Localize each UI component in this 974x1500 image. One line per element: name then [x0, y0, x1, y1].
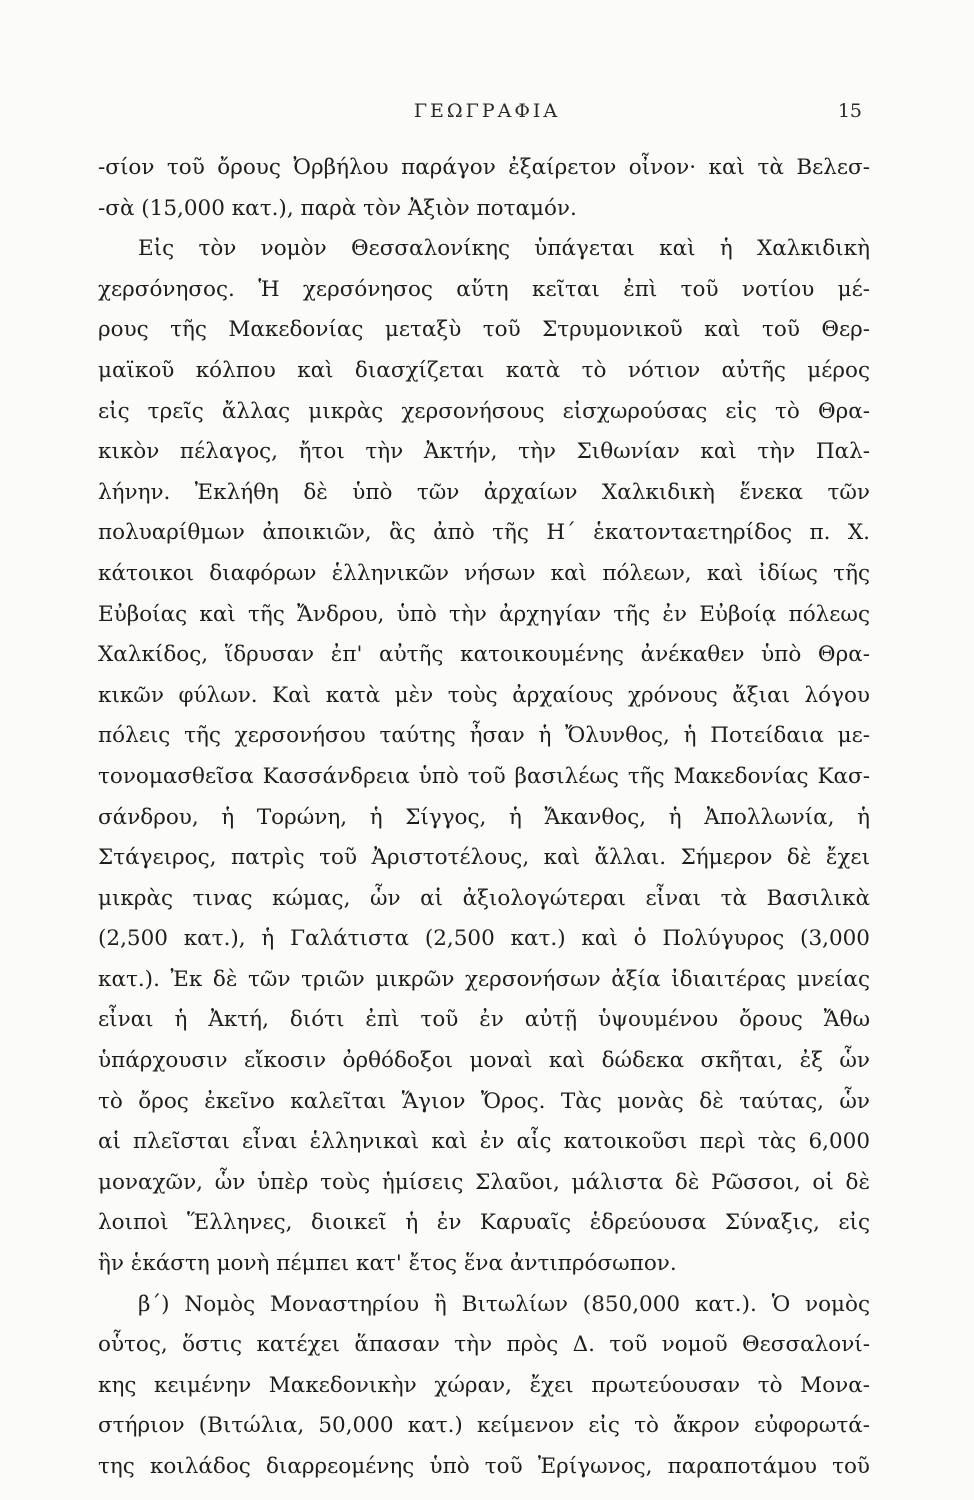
text-line: αἱ πλεῖσται εἶναι ἑλληνικαὶ καὶ ἐν αἷς κατοικοῦσι περὶ τὰς 6,000 — [98, 1129, 870, 1155]
text-line: χερσόνησος. Ἡ χερσόνησος αὕτη κεῖται ἐπὶ τοῦ νοτίου μέ- — [98, 276, 870, 302]
text-line: Εὐβοίας καὶ τῆς Ἄνδρου, ὑπὸ τὴν ἀρχηγίαν τῆς ἐν Εὐβοίᾳ πόλεως — [98, 601, 870, 627]
text-line: στήριον (Βιτώλια, 50,000 κατ.) κείμενον εἰς τὸ ἄκρον εὐφορωτά- — [98, 1413, 870, 1439]
text-line: λοιποὶ Ἕλληνες, διοικεῖ ἡ ἐν Καρυαῖς ἑδρεύουσα Σύναξις, εἰς — [98, 1210, 870, 1236]
body-text — [98, 148, 870, 1488]
text-line: πολυαρίθμων ἀποικιῶν, ἃς ἀπὸ τῆς Η΄ ἑκατονταετηρίδος π. Χ. — [98, 520, 870, 546]
text-line: κης κειμένην Μακεδονικὴν χώραν, ἔχει πρωτεύουσαν τὸ Μονα- — [98, 1372, 870, 1398]
text-line: κικῶν φύλων. Καὶ κατὰ μὲν τοὺς ἀρχαίους χρόνους ἄξιαι λόγου — [98, 682, 870, 708]
text-line: -σὰ (15,000 κατ.), παρὰ τὸν Ἀξιὸν ποταμόν. — [98, 195, 577, 221]
text-line: οὗτος, ὅστις κατέχει ἅπασαν τὴν πρὸς Δ. τοῦ νομοῦ Θεσσαλονί- — [98, 1332, 870, 1358]
text-line: ἣν ἑκάστη μονὴ πέμπει κατ' ἔτος ἕνα ἀντιπρόσωπον. — [98, 1251, 677, 1277]
text-line: σάνδρου, ἡ Τορώνη, ἡ Σίγγος, ἡ Ἄκανθος, ἡ Ἀπολλωνία, ἡ — [98, 804, 870, 830]
text-line: εἶναι ἡ Ἀκτή, διότι ἐπὶ τοῦ ἐν αὐτῇ ὑψουμένου ὄρους Ἄθω — [98, 1007, 870, 1033]
text-line: -σίον τοῦ ὄρους Ὀρβήλου παράγον ἐξαίρετον οἶνον· καὶ τὰ Βελεσ- — [98, 155, 870, 180]
text-line: (2,500 κατ.), ἡ Γαλάτιστα (2,500 κατ.) καὶ ὁ Πολύγυρος (3,000 — [98, 926, 870, 952]
text-line: Εἰς τὸν νομὸν Θεσσαλονίκης ὑπάγεται καὶ ἡ Χαλκιδικὴ — [138, 236, 870, 262]
text-line: ὑπάρχουσιν εἴκοσιν ὀρθόδοξοι μοναὶ καὶ δώδεκα σκῆται, ἐξ ὧν — [98, 1048, 870, 1074]
text-line: μαϊκοῦ κόλπου καὶ διασχίζεται κατὰ τὸ νότιον αὐτῆς μέρος — [98, 357, 870, 383]
text-line: πόλεις τῆς χερσονήσου ταύτης ἦσαν ἡ Ὄλυνθος, ἡ Ποτείδαια με- — [98, 723, 870, 749]
text-line: κικὸν πέλαγος, ἤτοι τὴν Ἀκτήν, τὴν Σιθωνίαν καὶ τὴν Παλ- — [98, 439, 870, 465]
text-line: κάτοικοι διαφόρων ἑλληνικῶν νήσων καὶ πόλεων, καὶ ἰδίως τῆς — [98, 560, 870, 586]
text-line: τονομασθεῖσα Κασσάνδρεια ὑπὸ τοῦ βασιλέως τῆς Μακεδονίας Κασ- — [98, 763, 870, 789]
text-line: μοναχῶν, ὧν ὑπὲρ τοὺς ἡμίσεις Σλαῦοι, μάλιστα δὲ Ρῶσσοι, οἱ δὲ — [98, 1169, 870, 1195]
running-header — [0, 100, 974, 130]
running-title: ΓΕΩΓΡΑΦΙΑ — [413, 100, 561, 122]
text-line: τὸ ὄρος ἐκεῖνο καλεῖται Ἅγιον Ὄρος. Τὰς μονὰς δὲ ταύτας, ὧν — [98, 1088, 870, 1114]
text-line: κατ.). Ἐκ δὲ τῶν τριῶν μικρῶν χερσονήσων ἀξία ἰδιαιτέρας μνείας — [98, 966, 870, 992]
text-line: Στάγειρος, πατρὶς τοῦ Ἀριστοτέλους, καὶ ἄλλαι. Σήμερον δὲ ἔχει — [98, 845, 870, 871]
text-line: της κοιλάδος διαρρεομένης ὑπὸ τοῦ Ἐρίγωνος, παραποτάμου τοῦ — [98, 1454, 870, 1479]
text-line: μικρὰς τινας κώμας, ὧν αἱ ἀξιολογώτεραι εἶναι τὰ Βασιλικὰ — [98, 885, 870, 911]
page-number: 15 — [837, 100, 862, 122]
text-line: εἰς τρεῖς ἄλλας μικρὰς χερσονήσους εἰσχωρούσας εἰς τὸ Θρα- — [98, 398, 870, 424]
text-line: ρους τῆς Μακεδονίας μεταξὺ τοῦ Στρυμονικοῦ καὶ τοῦ Θερ- — [98, 317, 870, 343]
text-line: β΄) Νομὸς Μοναστηρίου ἢ Βιτωλίων (850,000 κατ.). Ὁ νομὸς — [138, 1291, 870, 1317]
text-line: Χαλκίδος, ἵδρυσαν ἐπ' αὐτῆς κατοικουμένης ἀνέκαθεν ὑπὸ Θρα- — [98, 642, 870, 668]
text-line: λήνην. Ἐκλήθη δὲ ὑπὸ τῶν ἀρχαίων Χαλκιδικὴ ἕνεκα τῶν — [98, 479, 870, 505]
